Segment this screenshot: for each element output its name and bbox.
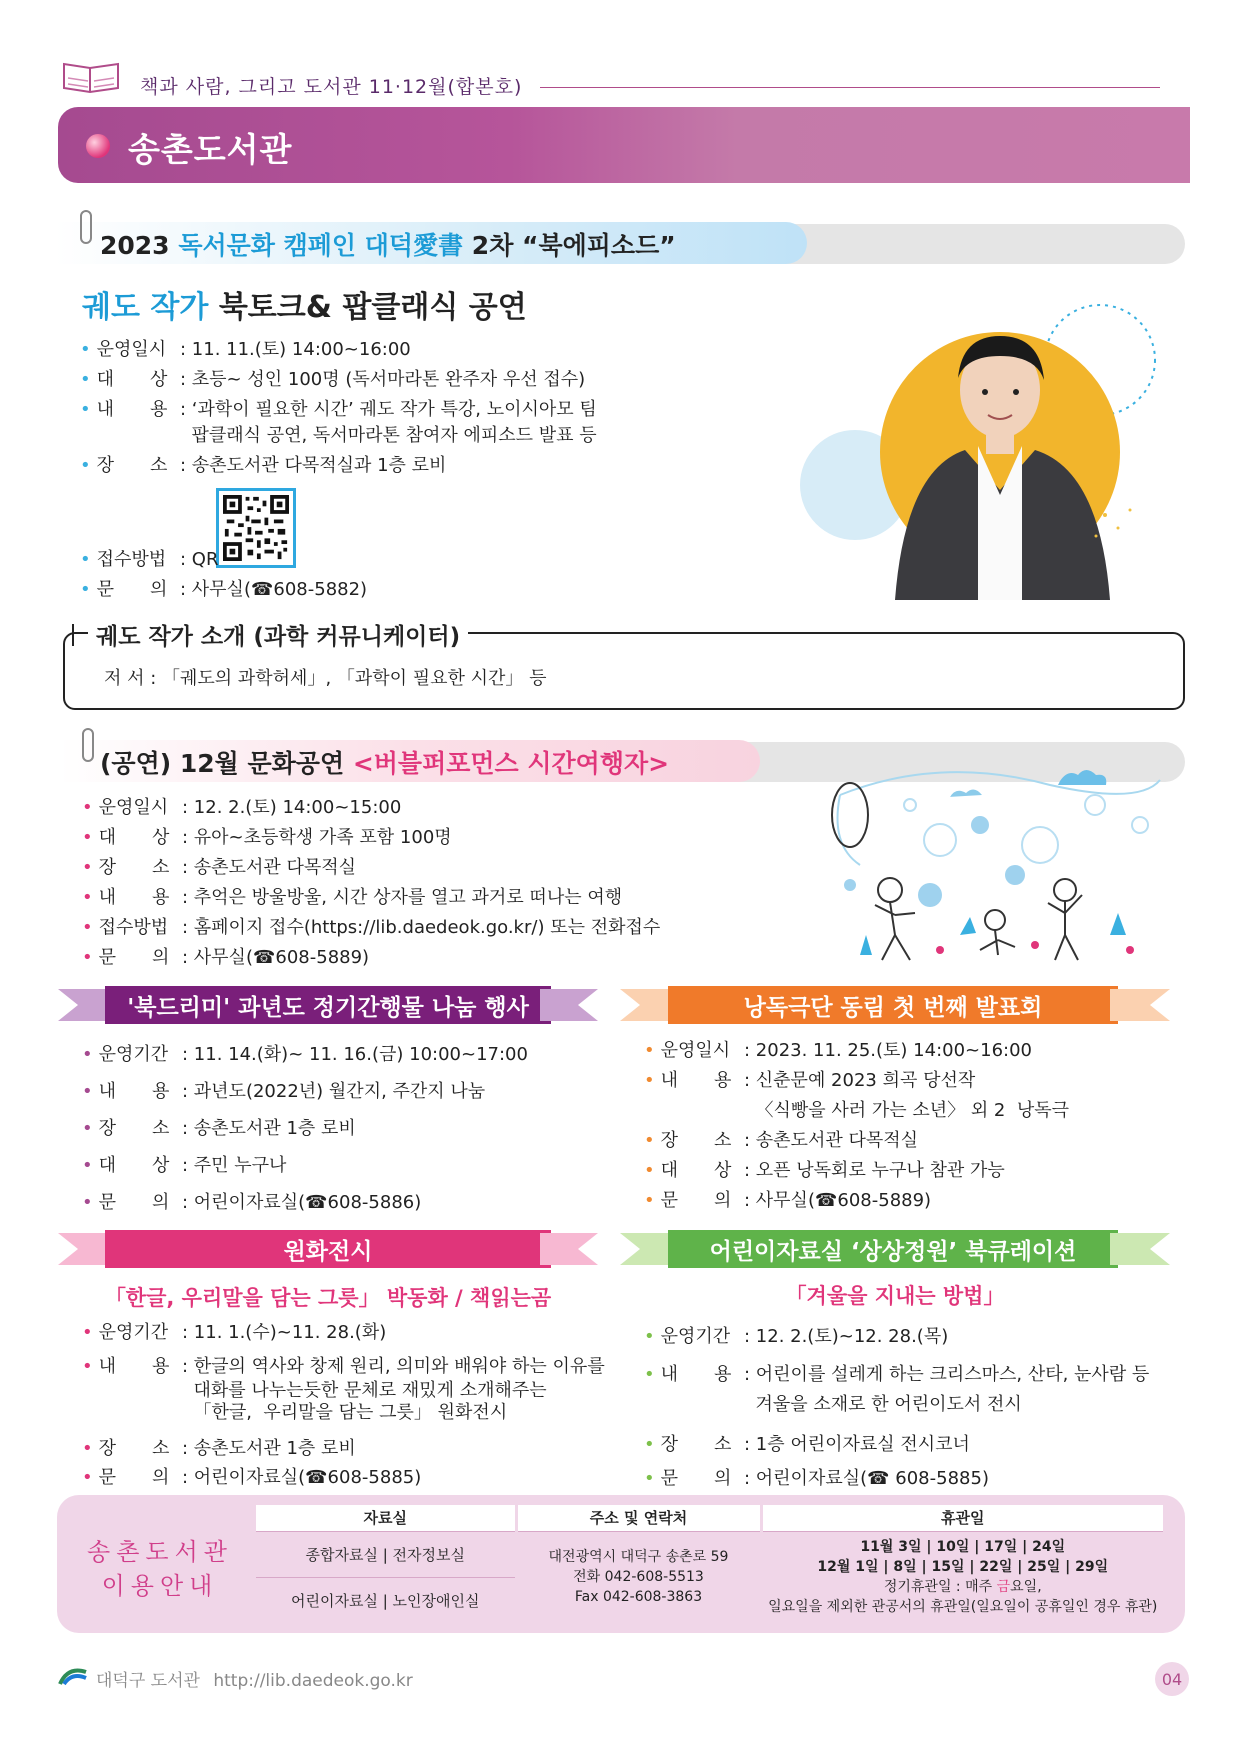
info-value: : 초등~ 성인 100명 (독서마라톤 완주자 우선 접수)	[180, 369, 586, 390]
section2-title	[100, 744, 669, 780]
info-label: • 운영기간	[82, 1318, 182, 1352]
info-value: 겨울을 소재로 한 어린이도서 전시	[744, 1394, 1022, 1415]
info-value: : 사무실(☎608-5882)	[180, 579, 368, 600]
info-row	[82, 943, 660, 973]
info-row	[644, 1036, 1069, 1066]
info-row	[80, 575, 367, 605]
info-value: : 2023. 11. 25.(토) 14:00~16:00	[744, 1040, 1032, 1061]
info-label: • 대 상	[82, 1147, 182, 1184]
info-label: • 운영일시	[80, 335, 180, 365]
section6-info	[644, 1320, 1149, 1496]
footer-site[interactable]	[96, 1666, 413, 1691]
regular-closed	[763, 1577, 1164, 1597]
ribbon-tail	[540, 989, 598, 1021]
info-label: • 내 용	[82, 1073, 182, 1110]
section1-title-campaign: 독서문화 캠페인 대덕愛書	[178, 231, 464, 260]
address-cell	[516, 1531, 761, 1623]
author-intro-text: 저 서 : 「궤도의 과학허세」, 「과학이 필요한 시간」 등	[104, 668, 547, 689]
info-value: : 송촌도서관 다목적실	[744, 1130, 918, 1151]
info-row	[82, 1434, 605, 1463]
info-value: : 11. 1.(수)~11. 28.(화)	[182, 1322, 387, 1343]
ribbon-tail	[1110, 1233, 1170, 1265]
paperclip-icon	[80, 210, 92, 244]
author-photo	[800, 300, 1180, 610]
section1-info-contact	[80, 545, 367, 605]
info-value: 대화를 나누는듯한 문체로 재밌게 소개해주는	[182, 1380, 547, 1401]
info-value: 팝클래식 공연, 독서마라톤 참여자 에피소드 발표 등	[180, 425, 597, 446]
regular-closed-prefix: 정기휴관일 : 매주	[883, 1579, 997, 1596]
info-row	[82, 793, 660, 823]
info-label: • 문 의	[644, 1462, 744, 1496]
section1-title-episode: 2차 “북에피소드”	[471, 231, 676, 260]
info-label: • 장 소	[644, 1428, 744, 1462]
col-header-rooms: 자료실	[256, 1505, 516, 1531]
info-value: : 12. 2.(토) 14:00~15:00	[182, 797, 402, 818]
info-row	[644, 1428, 1149, 1462]
rooms-row1: 종합자료실 | 전자정보실	[256, 1531, 516, 1577]
info-row	[82, 1110, 528, 1147]
info-label: • 대 상	[644, 1156, 744, 1186]
info-row	[82, 1073, 528, 1110]
info-row	[644, 1320, 1149, 1358]
info-row	[80, 545, 367, 575]
regular-closed-day: 금	[996, 1579, 1011, 1596]
info-label: • 장 소	[82, 853, 182, 883]
info-label: • 내 용	[82, 1352, 182, 1376]
info-label: • 내 용	[644, 1066, 744, 1096]
closed-november: 11월 3일 | 10일 | 17일 | 24일	[860, 1539, 1066, 1556]
section6-subtitle: 「겨울을 지내는 방법」	[785, 1284, 1005, 1308]
page-number: 04	[1155, 1662, 1189, 1696]
info-label: • 내 용	[644, 1358, 744, 1388]
info-label: • 접수방법	[80, 545, 180, 575]
guide-title-line1: 송촌도서관	[87, 1538, 233, 1566]
info-value: : 11. 14.(화)~ 11. 16.(금) 10:00~17:00	[182, 1044, 528, 1065]
info-row	[80, 421, 597, 451]
section1-title-year: 2023	[100, 231, 170, 260]
info-row	[644, 1388, 1149, 1428]
info-row	[82, 1036, 528, 1073]
info-label: • 운영기간	[644, 1320, 744, 1358]
info-row	[644, 1126, 1069, 1156]
info-label: • 장 소	[82, 1110, 182, 1147]
section3-info	[82, 1036, 528, 1221]
info-value: : 홈페이지 접수(https://lib.daedeok.go.kr/) 또는 전화접수	[182, 917, 661, 938]
info-label: • 문 의	[82, 1463, 182, 1492]
info-label: • 문 의	[644, 1186, 744, 1216]
info-row	[644, 1462, 1149, 1496]
info-value: : 어린이자료실(☎608-5886)	[182, 1192, 422, 1213]
section1-subtitle	[82, 282, 527, 326]
info-row	[80, 365, 597, 395]
info-row	[82, 1376, 605, 1401]
section1-title	[100, 226, 676, 262]
info-label: • 운영일시	[644, 1036, 744, 1066]
author-title-marker	[72, 624, 74, 646]
info-row	[644, 1358, 1149, 1388]
info-label: • 대 상	[80, 365, 180, 395]
info-label: • 대 상	[82, 823, 182, 853]
section2-title-show: <버블퍼포먼스 시간여행자>	[352, 749, 670, 778]
info-row	[80, 335, 597, 365]
info-value: : 송촌도서관 1층 로비	[182, 1118, 356, 1139]
bubble-performance-illustration	[820, 765, 1180, 965]
section2-info	[82, 793, 660, 973]
library-info-table	[256, 1505, 1166, 1623]
info-row	[82, 1398, 605, 1434]
section4-info	[644, 1036, 1069, 1216]
info-label: • 문 의	[82, 1184, 182, 1221]
info-value: : 송촌도서관 1층 로비	[182, 1438, 356, 1459]
ribbon-tail	[1110, 989, 1170, 1021]
info-value: : 어린이자료실(☎608-5885)	[182, 1467, 422, 1488]
site-name: 대덕구 도서관	[96, 1671, 200, 1691]
rooms-row2: 어린이자료실 | 노인장애인실	[256, 1577, 516, 1623]
info-value: : 어린이를 설레게 하는 크리스마스, 산타, 눈사람 등	[744, 1364, 1150, 1385]
info-value: : 11. 11.(토) 14:00~16:00	[180, 339, 411, 360]
info-label: • 내 용	[82, 883, 182, 913]
info-value: : ‘과학이 필요한 시간’ 궤도 작가 특강, 노이시아모 팀	[180, 399, 597, 420]
info-value: : 송촌도서관 다목적실	[182, 857, 356, 878]
info-row	[82, 1147, 528, 1184]
col-header-closed: 휴관일	[761, 1505, 1165, 1531]
section1-subtitle-event: 북토크& 팝클래식 공연	[218, 290, 527, 325]
info-value: : 1층 어린이자료실 전시코너	[744, 1434, 970, 1455]
guide-title-line2: 이용안내	[101, 1572, 219, 1600]
closed-days-cell	[761, 1531, 1165, 1623]
fax-text: Fax 042-608-3863	[574, 1589, 703, 1606]
section3-ribbon: '북드리미' 과년도 정기간행물 나눔 행사	[105, 986, 551, 1024]
info-value: : 송촌도서관 다목적실과 1층 로비	[180, 455, 447, 476]
info-label: • 접수방법	[82, 913, 182, 943]
daedeok-logo-icon	[58, 1664, 88, 1686]
author-intro-title: 궤도 작가 소개 (과학 커뮤니케이터)	[88, 618, 468, 651]
section5-info	[82, 1318, 605, 1492]
section5-subtitle: 「한글, 우리말을 담는 그릇」 박동화 / 책읽는곰	[104, 1286, 552, 1310]
info-row	[644, 1096, 1069, 1126]
info-row	[644, 1156, 1069, 1186]
info-value: : 사무실(☎608-5889)	[182, 947, 370, 968]
info-row	[82, 1318, 605, 1352]
paperclip-icon	[82, 728, 94, 762]
info-value: : 12. 2.(토)~12. 28.(목)	[744, 1326, 949, 1347]
info-value: 「한글, 우리말을 담는 그릇」 원화전시	[182, 1402, 508, 1423]
info-value: : 신춘문예 2023 희곡 당선작	[744, 1070, 976, 1091]
library-title: 송촌도서관	[128, 130, 293, 169]
info-label: • 문 의	[82, 943, 182, 973]
info-value: : 유아~초등학생 가족 포함 100명	[182, 827, 452, 848]
info-label: • 운영일시	[82, 793, 182, 823]
open-book-icon	[60, 58, 122, 96]
info-label: • 장 소	[82, 1434, 182, 1463]
info-row	[80, 451, 597, 481]
section5-ribbon: 원화전시	[105, 1230, 551, 1268]
info-value: : 과년도(2022년) 월간지, 주간지 나눔	[182, 1081, 486, 1102]
info-value: : 어린이자료실(☎ 608-5885)	[744, 1468, 989, 1489]
site-url[interactable]: http://lib.daedeok.go.kr	[213, 1671, 413, 1691]
info-label: • 문 의	[80, 575, 180, 605]
address-text: 대전광역시 대덕구 송촌로 59	[548, 1549, 729, 1566]
info-value: : 주민 누구나	[182, 1155, 287, 1176]
info-label: • 내 용	[80, 395, 180, 425]
section1-info	[80, 335, 597, 481]
info-row	[82, 1352, 605, 1376]
info-row	[82, 913, 660, 943]
col-header-address: 주소 및 연락처	[516, 1505, 761, 1531]
ribbon-tail	[540, 1233, 598, 1265]
section6-ribbon: 어린이자료실 ‘상상정원’ 북큐레이션	[668, 1230, 1118, 1268]
info-row	[644, 1066, 1069, 1096]
section1-subtitle-author: 궤도 작가	[82, 290, 209, 325]
info-value: : 사무실(☎608-5889)	[744, 1190, 932, 1211]
info-value: : QR	[180, 549, 219, 570]
info-row	[82, 883, 660, 913]
phone-text: 전화 042-608-5513	[573, 1569, 704, 1586]
info-value: : 추억은 방울방울, 시간 상자를 열고 과거로 떠나는 여행	[182, 887, 623, 908]
info-value: 〈식빵을 사러 가는 소년〉 외 2 낭독극	[744, 1100, 1069, 1121]
info-value: : 한글의 역사와 창제 원리, 의미와 배워야 하는 이유를	[182, 1356, 605, 1377]
section4-ribbon: 낭독극단 동림 첫 번째 발표회	[668, 986, 1118, 1024]
info-row	[82, 1463, 605, 1492]
info-label: • 장 소	[80, 451, 180, 481]
info-row	[82, 823, 660, 853]
section2-title-prefix: (공연) 12월 문화공연	[100, 749, 345, 778]
closed-december: 12월 1일 | 8일 | 15일 | 22일 | 25일 | 29일	[817, 1559, 1109, 1576]
info-row	[82, 853, 660, 883]
header-divider	[540, 87, 1160, 88]
info-row	[644, 1186, 1069, 1216]
magazine-title: 책과 사람, 그리고 도서관 11·12월(합본호)	[140, 76, 523, 98]
info-label: • 운영기간	[82, 1036, 182, 1073]
info-label: • 장 소	[644, 1126, 744, 1156]
title-bullet-icon	[86, 134, 110, 158]
library-guide-title	[80, 1535, 240, 1603]
info-row	[82, 1184, 528, 1221]
regular-closed-suffix: 요일,	[1010, 1579, 1042, 1596]
closed-note: 일요일을 제외한 관공서의 휴관일(일요일이 공휴일인 경우 휴관)	[768, 1599, 1158, 1616]
info-value: : 오픈 낭독회로 누구나 참관 가능	[744, 1160, 1005, 1181]
